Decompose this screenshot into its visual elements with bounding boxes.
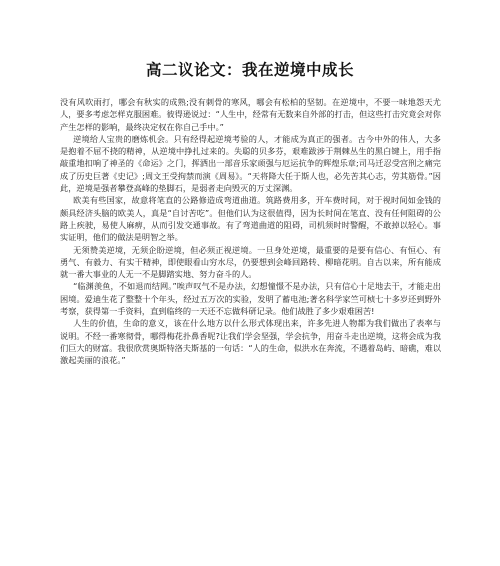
- document-body: [60, 96, 441, 367]
- paragraph-6: 人生的价值，生命的意义，该在什么地方以什么形式体现出来，许多先进人物都为我们做出了表率与说明。不经一番寒彻骨，哪得梅花扑鼻香呢?让我们学会坚强，学会抗争，用奋斗走出逆境，这将会成为我们巨大的财富。我很欣赏奥斯特洛夫斯基的一句话：“人的生命，似洪水在奔流，不遇着岛屿、暗礁，难以激起美丽的浪花。”: [60, 318, 441, 366]
- paragraph-1: 没有风吹雨打，哪会有秋实的成熟;没有刺骨的寒风，哪会有松柏的坚韧。在逆境中，不要一味地怨天尤人，要多考虑怎样克服困难。彼得逊说过：“人生中，经常有无数来自外部的打击，但这些打击究竟会对你产生怎样的影响，最终决定权在你自己手中。”: [60, 97, 441, 132]
- paragraph-5: “临渊羡鱼，不如退而结网。”唉声叹气不是办法，幻想憧憬不是办法，只有信心十足地去干，才能走出困境。爱迪生花了整整十个年头，经过五万次的实验，发明了蓄电池;著名科学家竺可桢七十多岁还到野外考察，获得第一手资料，直到临终的一天还不忘做科研记录。他们战胜了多少艰难困苦!: [60, 281, 441, 317]
- paragraph-3: 欧美有些国家，故意将笔直的公路修造成弯道曲道。筑路费用多，开车费时间，对于视时间如金钱的颇具经济头脑的欧美人，真是“自讨苦吃”。但他们认为这很值得，因为长时间在笔直、没有任何阻碍的公路上疾驶，易使人麻痹，从而引发交通事故。有了弯道曲道的阻碍，司机须时时警醒，不敢掉以轻心。事实证明，他们的做法是明智之举。: [60, 195, 441, 243]
- paragraph-2: 逆境给人宝贵的磨炼机会。只有经得起逆境考验的人，才能成为真正的强者。古今中外的伟人，大多是抱着不屈不挠的精神，从逆境中挣扎过来的。失聪的贝多芬，艰难跋涉于荆棘丛生的黑白键上，用手指敲重地扣响了神圣的《命运》之门，挥洒出一部音乐家顽强与厄运抗争的辉煌乐章;司马迁忍受宫刑之痛完成了历史巨著《史记》;周文王受拘禁而演《周易》。“天将降大任于斯人也，必先苦其心志，劳其筋骨。”因此，逆境是强者攀登高峰的垫脚石，是弱者走向毁灭的万丈深渊。: [60, 133, 441, 194]
- paragraph-4: 无须赞美逆境，无须企盼逆境，但必须正视逆境。一旦身处逆境，最重要的是要有信心、有恒心、有勇气、有毅力、有实干精神，即使眼看山穷水尽，仍要想到会峰回路转、柳暗花明。自古以来，所有能成就一番大事业的人无一不是脚踏实地、努力奋斗的人。: [60, 244, 441, 280]
- document-title: 高二议论文：我在逆境中成长: [145, 61, 354, 79]
